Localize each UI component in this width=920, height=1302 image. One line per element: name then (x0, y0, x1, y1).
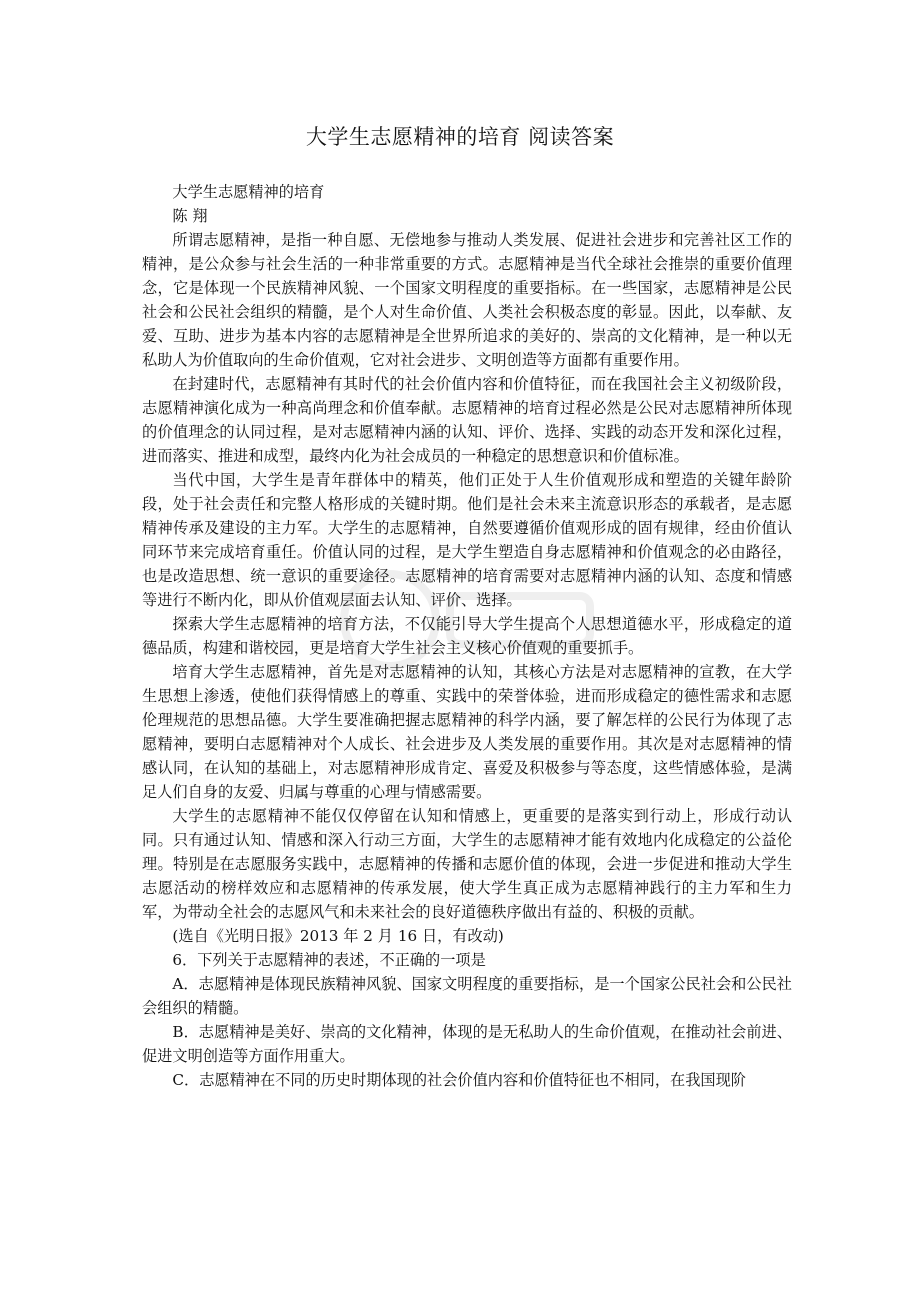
paragraph: 大学生的志愿精神不能仅仅停留在认知和情感上，更重要的是落实到行动上，形成行动认同。只有通过认知、情感和深入行动三方面，大学生的志愿精神才能有效地内化成稳定的公益伦理。特别是在志愿服务实践中，志愿精神的传播和志愿价值的体现，会进一步促进和推动大学生志愿活动的榜样效应和志愿精神的传承发展，使大学生真正成为志愿精神践行的主力军和生力军，为带动全社会的志愿风气和未来社会的良好道德秩序做出有益的、积极的贡献。 (142, 807, 792, 921)
author: 陈 翔 (172, 207, 208, 225)
option-a: A．志愿精神是体现民族精神风貌、国家文明程度的重要指标，是一个国家公民社会和公民社会组织的精髓。 (142, 975, 792, 1017)
option-c: C．志愿精神在不同的历史时期体现的社会价值内容和价值特征也不相同，在我国现阶 (172, 1071, 746, 1089)
paragraph: 在封建时代，志愿精神有其时代的社会价值内容和价值特征，而在我国社会主义初级阶段，志愿精神演化成为一种高尚理念和价值奉献。志愿精神的培育过程必然是公民对志愿精神所体现的价值理念的认同过程，是对志愿精神内涵的认知、评价、选择、实践的动态开发和深化过程，进而落实、推进和成型，最终内化为社会成员的一种稳定的思想意识和价值标准。 (142, 375, 792, 465)
option-b: B．志愿精神是美好、崇高的文化精神，体现的是无私助人的生命价值观，在推动社会前进、促进文明创造等方面作用重大。 (142, 1023, 792, 1065)
paragraph: 所谓志愿精神，是指一种自愿、无偿地参与推动人类发展、促进社会进步和完善社区工作的精神，是公众参与社会生活的一种非常重要的方式。志愿精神是当代全球社会推崇的重要价值理念，它是体现一个民族精神风貌、一个国家文明程度的重要指标。在一些国家，志愿精神是公民社会和公民社会组织的精髓，是个人对生命价值、人类社会积极态度的彰显。因此，以奉献、友爱、互助、进步为基本内容的志愿精神是全世界所追求的美好的、崇高的文化精神，是一种以无私助人为价值取向的生命价值观，它对社会进步、文明创造等方面都有重要作用。 (142, 231, 792, 369)
paragraph: 培育大学生志愿精神，首先是对志愿精神的认知，其核心方法是对志愿精神的宣教，在大学生思想上渗透，使他们获得情感上的尊重、实践中的荣誉体验，进而形成稳定的德性需求和志愿伦理规范的思想品德。大学生要准确把握志愿精神的科学内涵，要了解怎样的公民行为体现了志愿精神，要明白志愿精神对个人成长、社会进步及人类发展的重要作用。其次是对志愿精神的情感认同，在认知的基础上，对志愿精神形成肯定、喜爱及积极参与等态度，这些情感体验，是满足人们自身的友爱、归属与尊重的心理与情感需要。 (142, 663, 792, 801)
paragraph: 探索大学生志愿精神的培育方法，不仅能引导大学生提高个人思想道德水平，形成稳定的道德品质，构建和谐校园，更是培育大学生社会主义核心价值观的重要抓手。 (142, 615, 792, 657)
question-prompt: 6．下列关于志愿精神的表述，不正确的一项是 (172, 951, 486, 969)
page-title: 大学生志愿精神的培育 阅读答案 (305, 125, 615, 149)
paragraph: 当代中国，大学生是青年群体中的精英，他们正处于人生价值观形成和塑造的关键年龄阶段，处于社会责任和完整人格形成的关键时期。他们是社会未来主流意识形态的承载者，是志愿精神传承及建设的主力军。大学生的志愿精神，自然要遵循价值观形成的固有规律，经由价值认同环节来完成培育重任。价值认同的过程，是大学生塑造自身志愿精神和价值观念的必由路径，也是改造思想、统一意识的重要途径。志愿精神的培育需要对志愿精神内涵的认知、态度和情感等进行不断内化，即从价值观层面去认知、评价、选择。 (142, 471, 792, 609)
article-title: 大学生志愿精神的培育 (172, 183, 325, 201)
document-body (142, 180, 792, 1092)
source-citation: (选自《光明日报》2013 年 2 月 16 日，有改动) (172, 927, 504, 945)
